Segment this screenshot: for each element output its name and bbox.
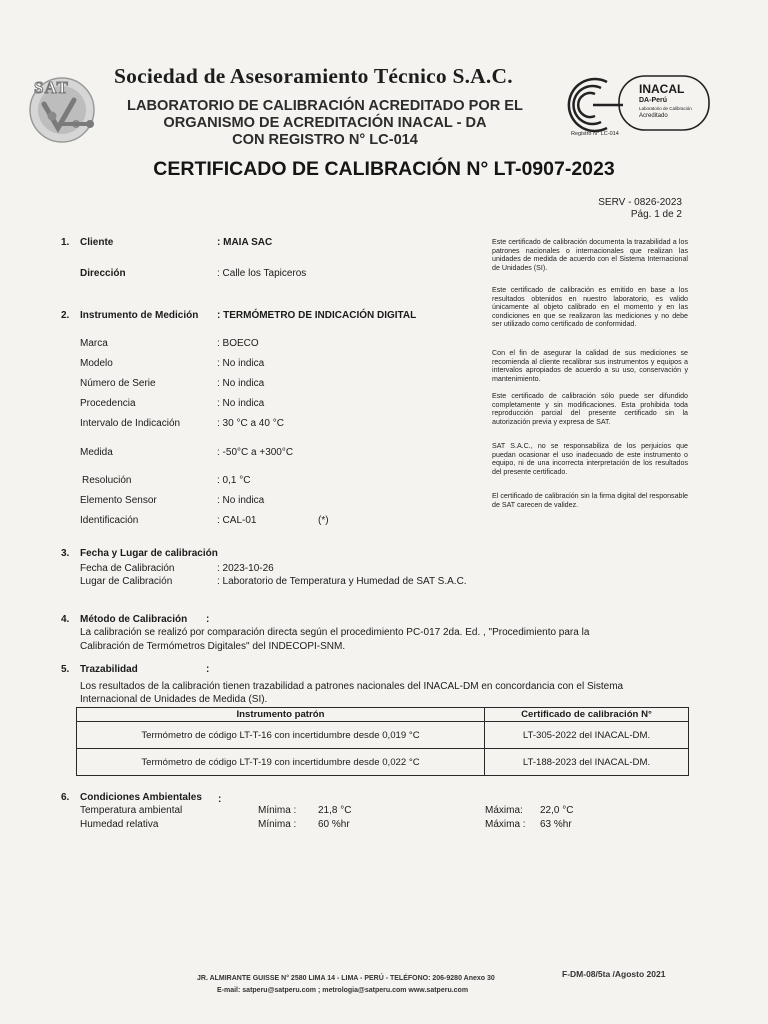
range-value: : -50°C a +300°C xyxy=(217,447,294,458)
identification-note-mark: (*) xyxy=(318,515,329,526)
section-5-title: Trazabilidad xyxy=(80,664,138,675)
certificate-title: CERTIFICADO DE CALIBRACIÓN N° LT-0907-2023 xyxy=(153,158,615,180)
temperature-min-value: 21,8 °C xyxy=(318,805,352,816)
footer-form-code: F-DM-08/5ta /Agosto 2021 xyxy=(562,969,666,979)
note-traceability: Este certificado de calibración documenta la trazabilidad a los patrones nacionales o internacionales que realizan las unidades de medida de acuerdo con el Sistema Internacional de Unidades (SI). xyxy=(492,238,688,272)
calibration-date-label: Fecha de Calibración xyxy=(80,563,175,574)
section-4-colon: : xyxy=(206,614,210,625)
serial-value: : No indica xyxy=(217,378,265,389)
traceability-line-2: Internacional de Unidades de Medida (SI). xyxy=(80,694,268,705)
resolution-label: Resolución xyxy=(82,475,132,486)
inacal-registro: Registro N° LC-014 xyxy=(571,131,619,137)
calibration-date-value: : 2023-10-26 xyxy=(217,563,274,574)
model-label: Modelo xyxy=(80,358,113,369)
footer-email: E-mail: satperu@satperu.com ; metrologia@satperu.com www.satperu.com xyxy=(217,987,469,994)
section-4-title: Método de Calibración xyxy=(80,614,188,625)
client-value: : MAIA SAC xyxy=(217,237,273,248)
identification-value: : CAL-01 xyxy=(217,515,257,526)
humidity-min-label: Mínima : xyxy=(258,819,297,830)
table-cell-certificate: LT-188-2023 del INACAL-DM. xyxy=(485,749,689,776)
section-3-title: Fecha y Lugar de calibración xyxy=(80,548,218,559)
lab-line-2: ORGANISMO DE ACREDITACIÓN INACAL - DA xyxy=(163,115,487,131)
footer-address: JR. ALMIRANTE GUISSE N° 2580 LIMA 14 - LIMA - PERÚ - TELÉFONO: 206-9280 Anexo 30 xyxy=(197,975,495,982)
section-3-number: 3. xyxy=(61,548,70,559)
note-reproduction: Este certificado de calibración sólo puede ser difundido completamente y sin modificaciones. Esta prohibida toda reproducción parcial del presente certificado sin la autorización previa y expresa de SAT. xyxy=(492,392,688,426)
temperature-max-value: 22,0 °C xyxy=(540,805,574,816)
section-6-title: Condiciones Ambientales xyxy=(80,792,202,803)
method-line-2: Calibración de Termómetros Digitales" del INDECOPI-SNM. xyxy=(80,641,346,652)
humidity-max-label: Máxima : xyxy=(485,819,526,830)
note-recalibration: Con el fin de asegurar la calidad de sus mediciones se recomienda al cliente recalibrar sus instrumentos y equipos a intervalos apropiados de acuerdo a su uso, conservación y mantenimiento. xyxy=(492,349,688,383)
sat-logo-text: SAT xyxy=(34,78,69,97)
inacal-name: INACAL xyxy=(639,82,685,96)
lab-line-3: CON REGISTRO N° LC-014 xyxy=(232,132,418,148)
calibration-place-value: : Laboratorio de Temperatura y Humedad de SAT S.A.C. xyxy=(217,576,467,587)
table-row xyxy=(77,749,689,776)
section-2-number: 2. xyxy=(61,310,70,321)
traceability-line-1: Los resultados de la calibración tienen trazabilidad a patrones nacionales del INACAL-DM en concordancia con el Sistema xyxy=(80,681,624,692)
identification-label: Identificación xyxy=(80,515,139,526)
section-6-colon: : xyxy=(218,794,222,805)
instrument-label: Instrumento de Medición xyxy=(80,310,199,321)
company-name: Sociedad de Asesoramiento Técnico S.A.C. xyxy=(114,64,513,88)
sat-logo xyxy=(26,72,100,146)
client-label: Cliente xyxy=(80,237,114,248)
sensor-value: : No indica xyxy=(217,495,265,506)
inacal-subtitle: DA-Perú xyxy=(639,97,668,104)
serial-label: Número de Serie xyxy=(80,378,156,389)
humidity-label: Humedad relativa xyxy=(80,819,159,830)
table-cell-certificate: LT-305-2022 del INACAL-DM. xyxy=(485,722,689,749)
address-label: Dirección xyxy=(80,268,126,279)
note-liability: SAT S.A.C., no se responsabiliza de los perjuicios que puedan ocasionar el uso inadecuado de este instrumento o equipo, ni de una incorrecta interpretación de los resultados del presente certificado. xyxy=(492,442,688,476)
note-signature: El certificado de calibración sin la firma digital del responsable de SAT carecen de validez. xyxy=(492,492,688,509)
origin-label: Procedencia xyxy=(80,398,136,409)
page-number: Pág. 1 de 2 xyxy=(630,209,682,220)
table-header-row xyxy=(77,708,689,722)
humidity-max-value: 63 %hr xyxy=(540,819,572,830)
table-header-certificate: Certificado de calibración N° xyxy=(485,708,689,722)
interval-label: Intervalo de Indicación xyxy=(80,418,181,429)
humidity-min-value: 60 %hr xyxy=(318,819,350,830)
table-cell-instrument: Termómetro de código LT-T-19 con incertidumbre desde 0,022 °C xyxy=(77,749,485,776)
inacal-small-1: Laboratorio de Calibración xyxy=(639,106,692,111)
interval-value: : 30 °C a 40 °C xyxy=(217,418,284,429)
section-5-colon: : xyxy=(206,664,210,675)
inacal-logo xyxy=(553,72,713,140)
instrument-value: : TERMÓMETRO DE INDICACIÓN DIGITAL xyxy=(217,310,417,321)
temperature-label: Temperatura ambiental xyxy=(80,805,183,816)
resolution-value: : 0,1 °C xyxy=(217,475,251,486)
brand-value: : BOECO xyxy=(217,338,259,349)
section-1-number: 1. xyxy=(61,237,70,248)
calibration-place-label: Lugar de Calibración xyxy=(80,576,173,587)
origin-value: : No indica xyxy=(217,398,265,409)
range-label: Medida xyxy=(80,447,113,458)
inacal-small-2: Acreditado xyxy=(639,113,668,119)
note-results: Este certificado de calibración es emitido en base a los resultados obtenidos en nuestro laboratorio, es valido únicamente al objeto calibrado en el momento y en las condiciones en que se realizaron las mediciones y no debe ser utilizado como certificado de conformidad. xyxy=(492,286,688,329)
lab-line-1: LABORATORIO DE CALIBRACIÓN ACREDITADO POR EL xyxy=(127,98,523,114)
temperature-max-label: Máxima: xyxy=(485,805,523,816)
table-cell-instrument: Termómetro de código LT-T-16 con incertidumbre desde 0,019 °C xyxy=(77,722,485,749)
address-value: : Calle los Tapiceros xyxy=(217,268,307,279)
table-header-instrument: Instrumento patrón xyxy=(77,708,485,722)
brand-label: Marca xyxy=(80,338,108,349)
service-number: SERV - 0826-2023 xyxy=(598,197,682,208)
section-6-number: 6. xyxy=(61,792,70,803)
temperature-min-label: Mínima : xyxy=(258,805,297,816)
section-4-number: 4. xyxy=(61,614,70,625)
section-5-number: 5. xyxy=(61,664,70,675)
traceability-table xyxy=(76,707,689,776)
table-row xyxy=(77,722,689,749)
sensor-label: Elemento Sensor xyxy=(80,495,157,506)
method-line-1: La calibración se realizó por comparación directa según el procedimiento PC-017 2da. Ed. , "Procedimiento para la xyxy=(80,627,590,638)
model-value: : No indica xyxy=(217,358,265,369)
